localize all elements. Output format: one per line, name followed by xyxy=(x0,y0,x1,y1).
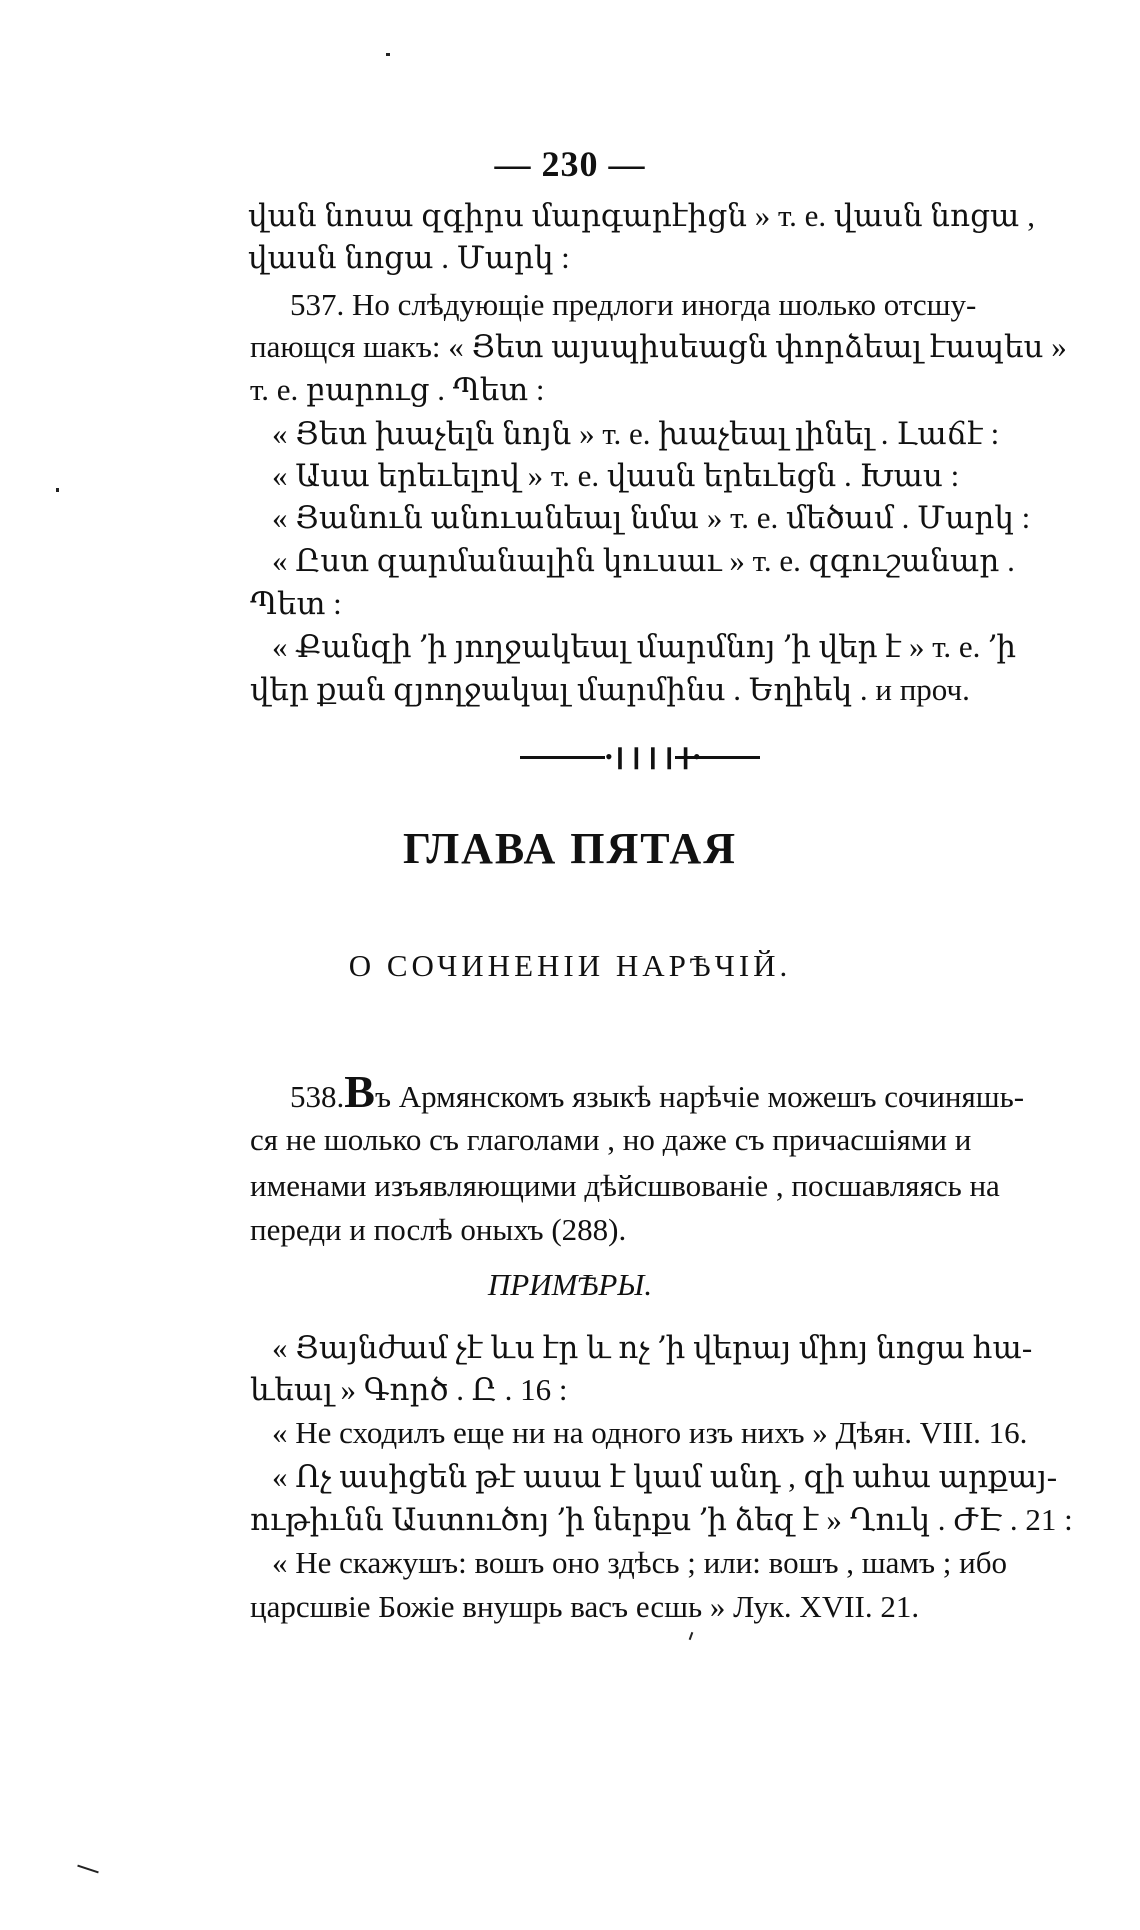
text-line-7: « Ասա երեւելով » т. е. վասն երեւեցն . Խաս : xyxy=(272,458,960,493)
text-line-1: վան նոսա զգիրս մարգարէիցն » т. е. վասն նոցա , xyxy=(248,198,1035,233)
section-title: О СОЧИНЕНІИ НАРѢЧІЙ. xyxy=(348,948,792,983)
text-line-10: Պետ : xyxy=(250,586,342,621)
example-line-6: « Не скажушъ: вошъ оно здѣсь ; или: вошъ , шамъ ; ибо xyxy=(272,1545,1007,1580)
text-line-9: « Ըստ զարմանալին կուսաւ » т. е. զգուշանար . xyxy=(272,543,1015,578)
example-line-5: ութիւնն Աստուծոյ ՚ի ներքս ՚ի ձեզ է » Ղուկ . ԺԷ . 21 : xyxy=(250,1502,1073,1537)
speck-left xyxy=(56,488,59,492)
text-line-6: « Յետ խաչելն նոյն » т. е. խաչեալ լինել . Լաճէ : xyxy=(272,416,1000,451)
paragraph-538-line-3: именами изъявляющими дѣйсшвованіе , посшавляясь на xyxy=(250,1168,1000,1203)
text-line-12: վեր քան զյողջակալ մարմինս . Եղիեկ . и проч. xyxy=(250,672,970,707)
text-line-3: 537. Но слѣдующіе предлоги иногда шолько отсшу- xyxy=(290,287,977,322)
text-line-8: « Յանուն անուանեալ նմա » т. е. մեծամ . Մարկ : xyxy=(272,500,1031,535)
drop-initial: В xyxy=(344,1066,375,1117)
text-line-11: « Քանզի ՚ի յողջակեալ մարմնոյ ՚ի վեր է » т. е. ՚ի xyxy=(272,629,1017,664)
paragraph-538-line-1: 538.Въ Армянскомъ языкѣ нарѣчіе можешъ сочиняшь- xyxy=(290,1066,1025,1117)
example-line-3: « Не сходилъ еще ни на одного изъ нихъ » Дѣян. VIII. 16. xyxy=(272,1415,1028,1450)
paragraph-538-line-2: ся не шолько съ глаголами , но даже съ причасшіями и xyxy=(250,1122,972,1157)
chapter-title: ГЛАВА ПЯТАЯ xyxy=(403,824,737,873)
example-line-2: ևեալ » Գործ . Ը . 16 : xyxy=(250,1372,568,1407)
text-line-5: т. е. բարուց . Պետ : xyxy=(250,372,545,407)
speck-mid xyxy=(689,1632,694,1640)
paragraph-538-line-4: переди и послѣ оныхъ (288). xyxy=(250,1212,627,1247)
example-line-4: « Ոչ ասիցեն թէ ասա է կամ անդ , զի ահա արքայ- xyxy=(272,1459,1058,1494)
example-line-7: царсшвіе Божіе внушрь васъ есшь » Лук. XVII. 21. xyxy=(250,1589,920,1624)
examples-heading: ПРИМѢРЫ. xyxy=(487,1267,653,1302)
text-line-2: վասն նոցա . Մարկ : xyxy=(248,240,570,275)
paragraph-number: 538. xyxy=(290,1079,345,1114)
page-number: — 230 — xyxy=(494,144,646,184)
speck-bottom-left xyxy=(77,1865,99,1874)
text-line-4: пающся шакъ: « Յետ այսպիսեացն փորձեալ էապես » xyxy=(250,329,1067,364)
divider-ornament: •❙❙❙❙❙• xyxy=(605,742,675,772)
speck-top xyxy=(386,53,390,56)
example-line-1: « Յայնժամ չէ ևս էր և ոչ ՚ի վերայ միոյ նոցա հա- xyxy=(272,1330,1033,1365)
